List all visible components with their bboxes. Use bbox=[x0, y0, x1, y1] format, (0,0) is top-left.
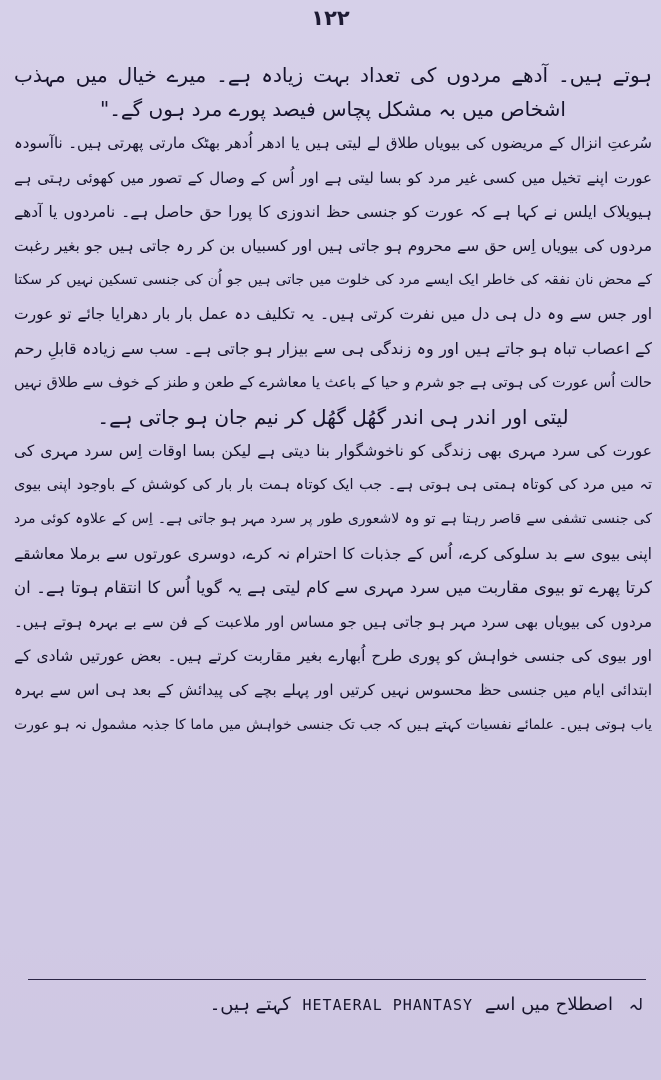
text-line: سُرعتِ انزال کے مریضوں کی بیویاں طلاق لے لیتی ہیں یا ادھر اُدھر بھٹک مارتی پھرتی ہیں۔ ناآسودہ bbox=[14, 134, 652, 153]
text-line: ابتدائی ایام میں جنسی حظ محسوس نہیں کرتیں اور پہلے بچے کی پیدائش کے بعد ہی اس سے بہرہ bbox=[14, 681, 652, 700]
text-line: تہ میں مرد کی کوتاہ ہمتی ہی ہوتی ہے۔ جب ایک کوتاہ ہمت بار بار کی کوشش کے باوجود اپنی بیوی bbox=[14, 477, 652, 494]
text-line: عورت کی سرد مہری بھی زندگی کو ناخوشگوار بنا دیتی ہے لیکن بسا اوقات اِس سرد مہری کی bbox=[14, 442, 652, 461]
text-line: اشخاص میں بہ مشکل پچاس فیصد پورے مرد ہوں گے۔" bbox=[100, 97, 566, 122]
text-line: ہوتے ہیں۔ آدھے مردوں کی تعداد بہت زیادہ ہے۔ میرے خیال میں مہذب bbox=[14, 63, 652, 87]
text-line: اور بیوی کی جنسی خواہش کو پوری طرح اُبھارے بغیر مقاربت کرتے ہیں۔ بعض عورتیں شادی کے bbox=[14, 647, 652, 666]
text-line: کی جنسی تشفی سے قاصر رہتا ہے تو وہ لاشعوری طور پر سرد مہر ہو جاتی ہے۔ اِس کے علاوہ کوئی مرد bbox=[14, 511, 652, 528]
text-line: لیتی اور اندر ہی اندر گھُل گھُل کر نیم جان ہو جاتی ہے۔ bbox=[97, 404, 569, 429]
text-line: کرتا پھرے تو بیوی مقاربت میں سرد مہری سے کام لیتی ہے یہ گویا اُس کا انتقام ہوتا ہے۔ ان bbox=[14, 577, 652, 597]
body-text bbox=[14, 58, 652, 742]
text-line: اور جس سے وہ دل ہی دل میں نفرت کرتی ہیں۔ یہ تکلیف دہ عمل بار بار دھرایا جائے تو عورت bbox=[14, 305, 652, 324]
text-line: کے محض نان نفقہ کی خاطر ایک ایسے مرد کی خلوت میں جاتی ہیں جو اُن کی جنسی تسکین نہیں کر سکتا bbox=[14, 272, 652, 289]
footnote-marker: لہ bbox=[628, 995, 643, 1014]
text-line: کے اعصاب تباہ ہو جاتے ہیں اور وہ زندگی ہی سے بیزار ہو جاتی ہے۔ سب سے زیادہ قابلِ رحم bbox=[14, 338, 652, 358]
footnote-divider bbox=[28, 979, 646, 980]
text-line: مردوں کی بیویاں بھی سرد مہر ہو جاتی ہیں جو مساس اور ملاعبت کے فن سے بے بہرہ ہوتے ہیں۔ bbox=[14, 613, 652, 631]
text-line: حالت اُس عورت کی ہوتی ہے جو شرم و حیا کے باعث یا معاشرے کے طعن و طنز کے خوف سے طلاق نہیں bbox=[14, 374, 652, 391]
text-line: عورت اپنے تخیل میں کسی غیر مرد کو بسا لیتی ہے اور اُس کے وصال کے تصور میں کھوئی رہتی ہے bbox=[14, 168, 652, 187]
footnote bbox=[210, 990, 643, 1020]
page-number: ۱۲۲ bbox=[311, 6, 350, 30]
text-line: یاب ہوتی ہیں۔ علمائے نفسیات کہتے ہیں کہ جب تک جنسی خواہش میں ماما کا جذبہ مشمول نہ ہو عورت bbox=[14, 716, 652, 733]
text-line: مردوں کی بیویاں اِس حق سے محروم ہو جاتی ہیں اور کسبیاں بن کر رہ جاتی ہیں جو بغیر رغبت bbox=[14, 236, 652, 255]
text-line: اپنی بیوی سے بد سلوکی کرے، اُس کے جذبات کا احترام نہ کرے، دوسری عورتوں سے برملا معاشقے bbox=[14, 544, 652, 563]
text-line: ہیویلاک ایلس نے کہا ہے کہ عورت کو جنسی حظ اندوزی کا پورا حق حاصل ہے۔ نامردوں یا آدھے bbox=[14, 202, 652, 221]
footnote-term: HETAERAL PHANTASY bbox=[302, 996, 474, 1014]
footnote-suffix: کہتے ہیں۔ bbox=[209, 994, 291, 1015]
footnote-prefix: اصطلاح میں اسے bbox=[484, 994, 614, 1015]
